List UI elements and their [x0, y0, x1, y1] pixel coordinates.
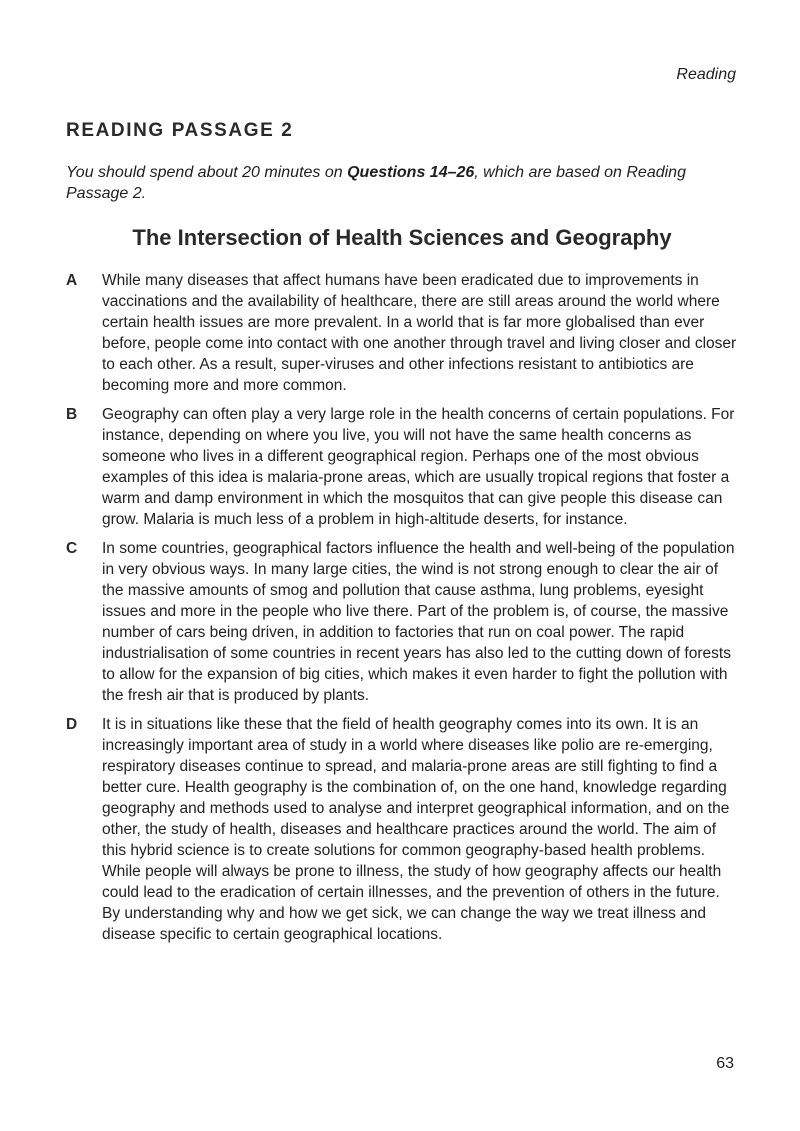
paragraph-letter: A: [66, 272, 78, 289]
paragraph-text: It is in situations like these that the field of health geography comes into its own. It is an increasingly important area of study in a world where diseases like polio are re-emerging, respiratory diseases continue to spread, and malaria-prone areas are still fighting to find a better cure. Health geography is the combination of, on the one hand, knowledge regarding geography and methods used to analyse and interpret geographical information, and on the other, the study of health, diseases and healthcare practices around the world. The aim of this hybrid science is to create solutions for common geography-based health problems. While people will always be prone to illness, the study of how geography affects our health could lead to the eradication of certain illnesses, and the prevention of others in the future. By understanding why and how we get sick, we can change the way we treat illness and disease specific to certain geographical locations.: [102, 716, 730, 943]
paragraph-letter: C: [66, 540, 78, 557]
paragraph-letter: B: [66, 406, 78, 423]
paragraph-list: [66, 270, 738, 953]
paragraph-c: [66, 538, 738, 706]
instructions: [66, 162, 738, 204]
running-header: Reading: [676, 66, 736, 83]
section-title: READING PASSAGE 2: [66, 120, 294, 141]
paragraph-text: Geography can often play a very large role in the health concerns of certain populations. For instance, depending on where you live, you will not have the same health concerns as someone who lives in a different geographical region. Perhaps one of the most obvious examples of this idea is malaria-prone areas, which are usually tropical regions that foster a warm and damp environment in which the mosquitos that can give people this disease can grow. Malaria is much less of a problem in high-altitude deserts, for instance.: [102, 406, 735, 528]
article-title: The Intersection of Health Sciences and Geography: [132, 225, 672, 250]
paragraph-d: [66, 714, 738, 945]
instructions-prefix: You should spend about 20 minutes on: [66, 164, 348, 181]
paragraph-text: In some countries, geographical factors influence the health and well-being of the population in very obvious ways. In many large cities, the wind is not strong enough to clear the air of the massive amounts of smog and pollution that cause asthma, lung problems, eyesight issues and more in the people who live there. Part of the problem is, of course, the massive number of cars being driven, in addition to factories that run on coal power. The rapid industrialisation of some countries in recent years has also led to the cutting down of forests to allow for the expansion of big cities, which makes it even harder to fight the pollution with the fresh air that is produced by plants.: [102, 540, 735, 704]
instructions-suffix: , which are based on Reading Passage 2.: [66, 164, 686, 202]
page-number: 63: [716, 1055, 734, 1072]
instructions-questions: Questions 14–26: [347, 164, 475, 181]
paragraph-b: [66, 404, 738, 530]
paragraph-text: While many diseases that affect humans have been eradicated due to improvements in vaccinations and the availability of healthcare, there are still areas around the world where certain health issues are more prevalent. In a world that is far more globalised than ever before, people come into contact with one another through travel and living closer and closer to each other. As a result, super-viruses and other infections resistant to antibiotics are becoming more and more common.: [102, 272, 737, 394]
paragraph-letter: D: [66, 716, 78, 733]
paragraph-a: [66, 270, 738, 396]
